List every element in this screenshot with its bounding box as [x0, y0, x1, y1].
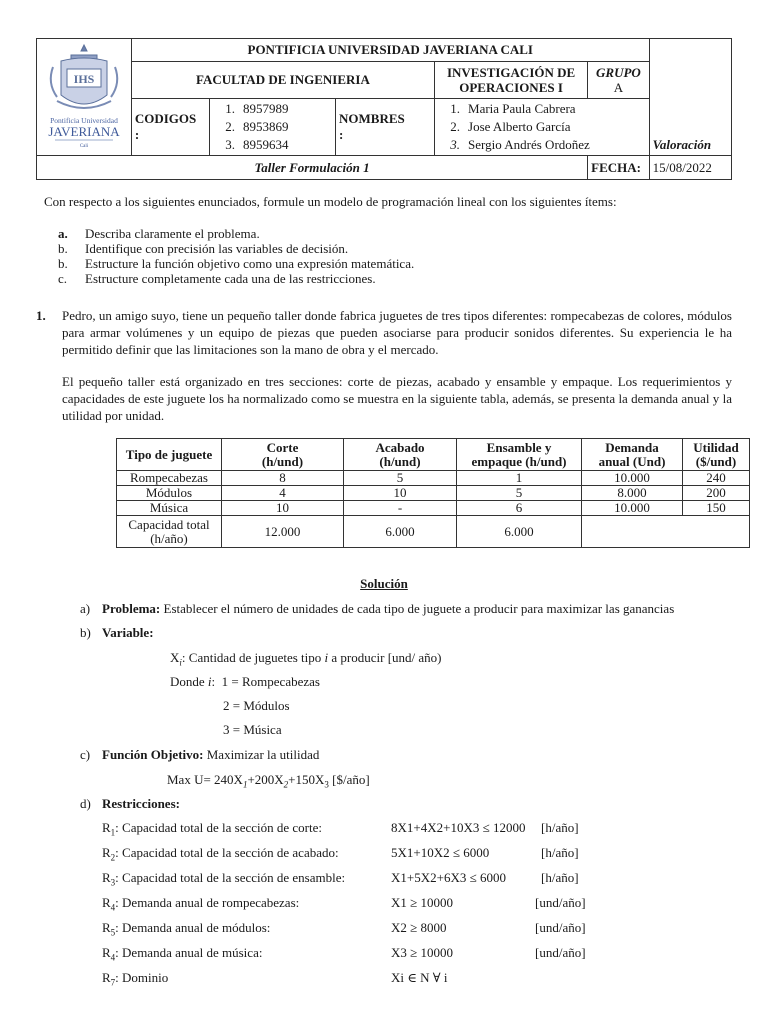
table-row-capacity: Capacidad total (h/año) 12.000 6.000 6.000 — [117, 516, 750, 548]
valuation-label: Valoración — [649, 39, 731, 156]
course-title-line1: INVESTIGACIÓN DE — [446, 64, 576, 80]
group-label: GRUPO — [596, 64, 641, 80]
date-label: FECHA: — [588, 156, 649, 180]
svg-text:IHS: IHS — [73, 72, 95, 86]
solution-title: Solución — [360, 576, 408, 591]
university-logo — [37, 39, 132, 156]
restriction-unit: [und/año] — [535, 920, 586, 935]
restriction-unit: [und/año] — [535, 945, 586, 960]
group-cell — [588, 61, 649, 98]
restriction-item: $R_3$: Capacidad total de la sección de ensamble: — [102, 870, 346, 888]
code-item: 1. 8957989 — [225, 100, 289, 116]
restriction-expr: X3 ≥ 10000 — [391, 945, 454, 960]
table-row: Música 10 - 6 10.000 150 — [117, 501, 750, 516]
name-item: 1. Maria Paula Cabrera — [450, 100, 576, 116]
names-list — [435, 98, 650, 155]
codes-list — [209, 98, 335, 155]
svg-text:Pontificia Universidad: Pontificia Universidad — [50, 116, 118, 125]
course-title-line2: OPERACIONES I — [459, 79, 563, 95]
university-title: PONTIFICIA UNIVERSIDAD JAVERIANA CALI — [131, 39, 649, 62]
restriction-expr: 5X1+10X2 ≤ 6000 — [391, 845, 490, 860]
restriction-expr: X2 ≥ 8000 — [391, 920, 447, 935]
table-header: Tipo de juguete — [117, 439, 222, 471]
restriction-item: $R_2$: Capacidad total de la sección de acabado: — [102, 845, 339, 863]
answer-a: a) Problema: Establecer el número de unidades de cada tipo de juguete a producir para maximizar las ganancias — [80, 601, 675, 616]
names-label: NOMBRES : — [336, 98, 435, 155]
instruction-item: a. Describa claramente el problema. — [58, 226, 260, 241]
table-row: Módulos 4 10 5 8.000 200 — [117, 486, 750, 501]
restriction-item: $R_4$: Demanda anual de rompecabezas: — [102, 895, 300, 913]
header-table — [36, 38, 732, 180]
course-title — [435, 61, 588, 98]
instructions-list — [58, 226, 414, 286]
group-value: A — [613, 79, 624, 95]
problem-statement-2: El pequeño taller está organizado en tres secciones: corte de piezas, acabado y ensamble y empaque. Los requerimientos y capacidades de este juguete los ha normalizado como se muestra en la siguiente tabla, además, se presenta la demanda anual y la utilidad por unidad. — [62, 374, 732, 423]
instruction-item: c. Estructure completamente cada una de las restricciones. — [58, 271, 376, 286]
restriction-unit: [h/año] — [541, 870, 579, 885]
table-header: Demanda anual (Und) — [582, 439, 683, 471]
date-value: 15/08/2022 — [649, 156, 731, 180]
name-item: 3. Sergio Andrés Ordoñez — [450, 136, 590, 152]
option-2: 2 = Módulos — [223, 698, 290, 713]
restriction-item: $R_7$: Dominio — [102, 970, 169, 988]
answer-c: c) Función Objetivo: Maximizar la utilidad — [80, 747, 320, 762]
instruction-item: b. Estructure la función objetivo como una expresión matemática. — [58, 256, 415, 271]
svg-text:Cali: Cali — [79, 144, 89, 149]
codes-label: CODIGOS : — [131, 98, 209, 155]
variable-definition: $X_i$: Cantidad de juguetes tipo i a producir [und/ año) — [170, 650, 442, 668]
restriction-expr: X1+5X2+6X3 ≤ 6000 — [391, 870, 506, 885]
svg-text:JAVERIANA: JAVERIANA — [48, 124, 120, 139]
donde-line: Donde i: 1 = Rompecabezas — [170, 674, 320, 689]
problem-statement — [36, 307, 732, 358]
problem-text: Pedro, un amigo suyo, tiene un pequeño taller donde fabrica juguetes de tres tipos diferentes: rompecabezas de colores, módulos para armar volúmenes y un equipo de piezas que pueden asociarse para producir sonidos diferentes. Su experiencia le ha permitido definir que las limitaciones son la mano de obra y el mercado. — [62, 308, 732, 357]
restriction-unit: [h/año] — [541, 845, 579, 860]
restriction-expr: Xi ∈ N ∀ i — [391, 970, 448, 985]
restriction-item: $R_1$: Capacidad total de la sección de corte: — [102, 820, 322, 838]
answer-d: d) Restricciones: — [80, 796, 180, 811]
name-item: 2. Jose Alberto García — [450, 118, 571, 134]
code-item: 3. 8959634 — [225, 136, 289, 152]
assignment-title: Taller Formulación 1 — [37, 156, 588, 180]
faculty-title: FACULTAD DE INGENIERIA — [131, 61, 434, 98]
restriction-unit: [h/año] — [541, 820, 579, 835]
table-row: Rompecabezas 8 5 1 10.000 240 — [117, 471, 750, 486]
restriction-item: $R_4$: Demanda anual de música: — [102, 945, 263, 963]
table-header: Utilidad ($/und) — [683, 439, 750, 471]
requirements-table — [116, 438, 750, 548]
problem-number: 1. — [36, 308, 46, 323]
javeriana-crest-icon — [43, 41, 125, 149]
answer-b: b) Variable: — [80, 625, 154, 640]
objective-function: Max $U= 240X_1+200X_2+150X_3$ [$/año] — [167, 772, 370, 790]
code-item: 2. 8953869 — [225, 118, 289, 134]
intro-text: Con respecto a los siguientes enunciados, formule un modelo de programación lineal con los siguientes ítems: — [44, 194, 617, 209]
table-header: Corte (h/und) — [222, 439, 344, 471]
table-header: Ensamble y empaque (h/und) — [457, 439, 582, 471]
instruction-item: b. Identifique con precisión las variables de decisión. — [58, 241, 349, 256]
restriction-expr: X1 ≥ 10000 — [391, 895, 454, 910]
restriction-item: $R_5$: Demanda anual de módulos: — [102, 920, 271, 938]
table-header: Acabado (h/und) — [344, 439, 457, 471]
option-3: 3 = Música — [223, 722, 282, 737]
restriction-expr: 8X1+4X2+10X3 ≤ 12000 — [391, 820, 526, 835]
restriction-unit: [und/año] — [535, 895, 586, 910]
